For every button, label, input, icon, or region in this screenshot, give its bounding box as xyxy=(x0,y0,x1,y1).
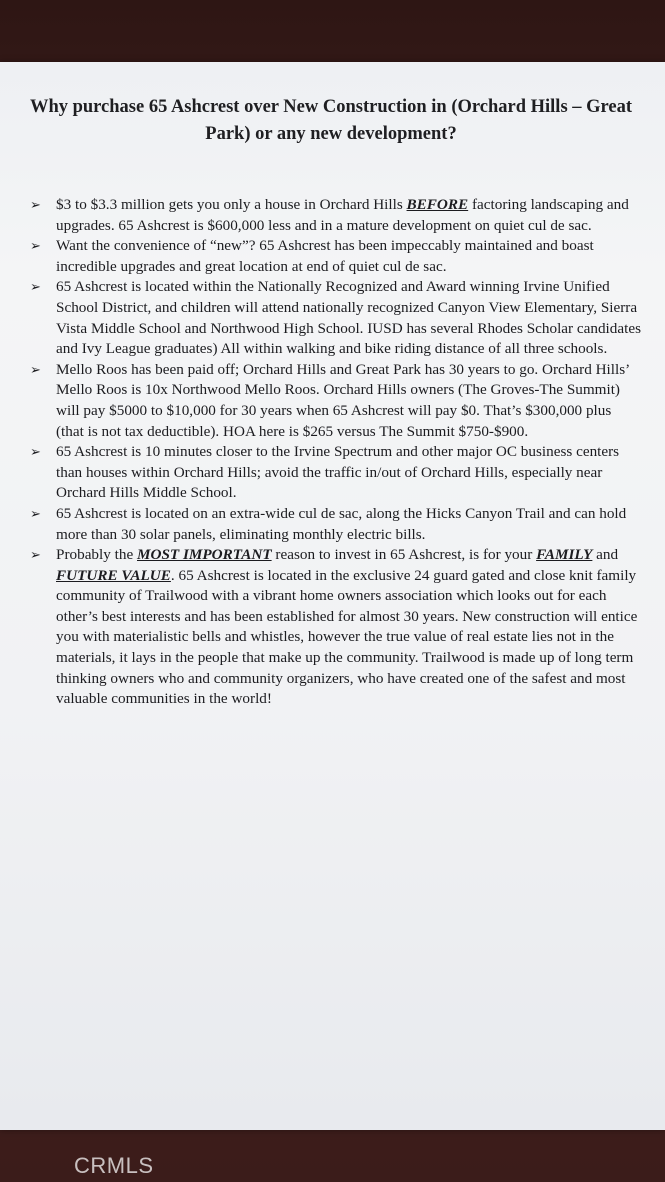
bullet-text: Want the convenience of “new”? 65 Ashcrest has been impeccably maintained and boast incredible upgrades and great location at end of quiet cul de sac. xyxy=(56,237,594,275)
bullet-list xyxy=(30,195,642,710)
emphasized-text: MOST IMPORTANT xyxy=(137,546,272,564)
bullet-text: reason to invest in 65 Ashcrest, is for your xyxy=(271,546,537,564)
bullet-text: factoring landscaping and upgrades. 65 Ashcrest is $600,000 less and in a mature development on quiet cul de sac. xyxy=(56,196,629,234)
arrow-bullet-icon: ➢ xyxy=(30,197,41,212)
arrow-bullet-icon: ➢ xyxy=(30,444,41,460)
bullet-text: and xyxy=(592,546,619,564)
document-title: Why purchase 65 Ashcrest over New Construction in (Orchard Hills – Great Park) or any new development? xyxy=(29,97,633,144)
bullet-text: $3 to $3.3 million gets you only a house in Orchard Hills xyxy=(56,196,407,213)
bullet-text: 65 Ashcrest is located on an extra-wide cul de sac, along the Hicks Canyon Trail and can hold more than 30 solar panels, eliminating monthly electric bills. xyxy=(56,504,627,543)
bullet-item xyxy=(30,277,642,359)
bullet-item xyxy=(30,360,642,442)
bullet-text: Probably the xyxy=(56,546,137,564)
arrow-bullet-icon: ➢ xyxy=(30,505,41,521)
emphasized-text: BEFORE xyxy=(406,196,469,213)
bullet-item xyxy=(30,545,642,710)
bullet-item xyxy=(30,195,642,236)
arrow-bullet-icon: ➢ xyxy=(30,361,41,377)
bullet-item xyxy=(30,442,642,504)
bullet-text: Mello Roos has been paid off; Orchard Hills and Great Park has 30 years to go. Orchard Hills’ Mello Roos is 10x Northwood Mello Roos. Orchard Hills owners (The Groves-The Summit) will pay $5000 to $10,000 for 30 years when 65 Ashcrest will pay $0. That’s $300,000 plus (that is not tax deductible). HOA here is $265 versus The Summit $750-$900. xyxy=(56,360,630,440)
emphasized-text: FUTURE VALUE xyxy=(56,566,171,584)
bullet-text: 65 Ashcrest is located within the Nationally Recognized and Award winning Irvine Unified School District, and children will attend nationally recognized Canyon View Elementary, Sierra Vista Middle School and Northwood High School. IUSD has several Rhodes Scholar candidates and Ivy League graduates) All within walking and bike riding distance of all three schools. xyxy=(56,278,641,358)
bullet-item xyxy=(30,504,642,545)
arrow-bullet-icon: ➢ xyxy=(30,279,41,295)
bullet-text: 65 Ashcrest is 10 minutes closer to the Irvine Spectrum and other major OC business centers than houses within Orchard Hills; avoid the traffic in/out of Orchard Hills, especially near Orchard Hills Middle School. xyxy=(56,443,620,502)
arrow-bullet-icon: ➢ xyxy=(30,547,41,563)
bullet-item xyxy=(30,236,642,277)
emphasized-text: FAMILY xyxy=(536,546,593,564)
bullet-text: . 65 Ashcrest is located in the exclusive 24 guard gated and close knit family community of Trailwood with a vibrant home owners association which looks out for each other’s best interests and has been established for almost 30 years. New construction will entice you with materialistic bells and whistles, however the true value of real estate lies not in the materials, it lays in the people that make up the community. Trailwood is made up of long term thinking owners who and community organizers, who have created one of the safest and most valuable communities in the world! xyxy=(56,566,638,708)
crmls-watermark: CRMLS xyxy=(74,1153,154,1178)
arrow-bullet-icon: ➢ xyxy=(30,238,41,254)
